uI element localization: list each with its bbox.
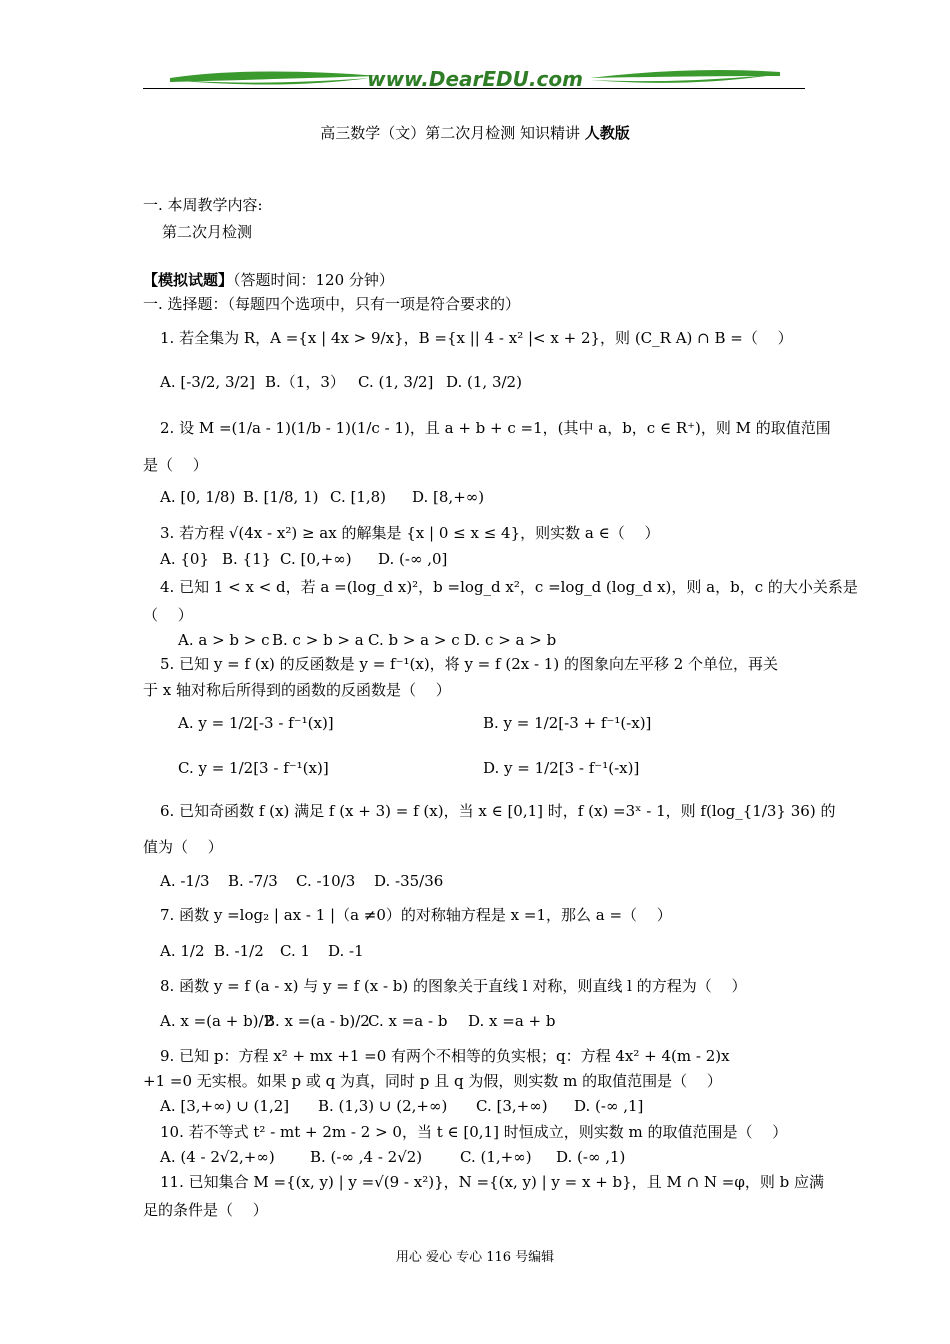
q1-option-c: C. (1, 3/2] — [358, 373, 434, 391]
document-title: 高三数学（文）第二次月检测 知识精讲 人教版 — [320, 124, 630, 142]
q8-option-a: A. x =(a + b)/2 — [160, 1012, 274, 1030]
question-9: 9. 已知 p：方程 x² + mx +1 =0 有两个不相等的负实根；q：方程 4x² + 4(m - 2)x — [160, 1047, 730, 1065]
q7-option-a: A. 1/2 — [160, 942, 205, 960]
q9-option-b: B. (1,3) ∪ (2,+∞) — [318, 1097, 448, 1115]
logo-text: www.DearEDU.com — [367, 67, 583, 91]
q8-option-b: B. x =(a - b)/2 — [264, 1012, 370, 1030]
question-6-cont: 值为（ ） — [143, 838, 223, 856]
q2-option-a: A. [0, 1/8) — [160, 488, 236, 506]
question-9-cont: +1 =0 无实根。如果 p 或 q 为真，同时 p 且 q 为假，则实数 m 的取值范围是（ ） — [143, 1072, 722, 1090]
q10-option-d: D. (-∞ ,1) — [556, 1148, 626, 1166]
q10-option-c: C. (1,+∞) — [460, 1148, 532, 1166]
q10-option-a: A. (4 - 2√2,+∞) — [160, 1148, 275, 1166]
q2-option-d: D. [8,+∞) — [412, 488, 485, 506]
q9-option-c: C. [3,+∞) — [476, 1097, 548, 1115]
question-10: 10. 若不等式 t² - mt + 2m - 2 > 0，当 t ∈ [0,1] 时恒成立，则实数 m 的取值范围是（ ） — [160, 1123, 788, 1141]
q2-option-b: B. [1/8, 1) — [243, 488, 319, 506]
q5-option-a: A. y = 1/2[-3 - f⁻¹(x)] — [178, 714, 334, 732]
q4-option-b: B. c > b > a — [272, 631, 364, 649]
mock-heading: 【模拟试题】（答题时间：120 分钟） — [143, 271, 394, 289]
q7-option-d: D. -1 — [328, 942, 364, 960]
q1-option-b: B.（1，3） — [265, 373, 345, 391]
q9-option-a: A. [3,+∞) ∪ (1,2] — [160, 1097, 290, 1115]
question-3: 3. 若方程 √(4x - x²) ≥ ax 的解集是 {x | 0 ≤ x ≤ 4}，则实数 a ∈（ ） — [160, 524, 660, 542]
q8-option-d: D. x =a + b — [468, 1012, 556, 1030]
question-4: 4. 已知 1 < x < d，若 a =(log_d x)²，b =log_d x²，c =log_d (log_d x)，则 a，b，c 的大小关系是 — [160, 578, 858, 596]
question-5: 5. 已知 y = f (x) 的反函数是 y = f⁻¹(x)，将 y = f (2x - 1) 的图象向左平移 2 个单位，再关 — [160, 655, 779, 673]
question-6: 6. 已知奇函数 f (x) 满足 f (x + 3) = f (x)，当 x ∈ [0,1] 时，f (x) =3ˣ - 1，则 f(log_{1/3} 36) 的 — [160, 802, 836, 820]
question-11: 11. 已知集合 M ={(x, y) | y =√(9 - x²)}，N ={(x, y) | y = x + b}，且 M ∩ N =φ，则 b 应满 — [160, 1173, 825, 1191]
q10-option-b: B. (-∞ ,4 - 2√2) — [310, 1148, 423, 1166]
page-footer: 用心 爱心 专心 116 号编辑 — [395, 1250, 555, 1265]
section-heading: 一. 本周教学内容: — [143, 196, 263, 214]
q1-option-d: D. (1, 3/2) — [446, 373, 522, 391]
question-11-cont: 足的条件是（ ） — [143, 1201, 268, 1219]
q3-option-b: B. {1} — [222, 550, 272, 568]
question-7: 7. 函数 y =log₂ | ax - 1 |（a ≠0）的对称轴方程是 x =1，那么 a =（ ） — [160, 906, 672, 924]
question-1: 1. 若全集为 R，A ={x | 4x > 9/x}，B ={x || 4 - x² |< x + 2}，则 (C_R A) ∩ B =（ ） — [160, 329, 793, 347]
q6-option-c: C. -10/3 — [296, 872, 356, 890]
q3-option-c: C. [0,+∞) — [280, 550, 352, 568]
q7-option-c: C. 1 — [280, 942, 311, 960]
q5-option-c: C. y = 1/2[3 - f⁻¹(x)] — [178, 759, 329, 777]
question-2: 2. 设 M =(1/a - 1)(1/b - 1)(1/c - 1)，且 a + b + c =1，(其中 a，b，c ∈ R⁺)，则 M 的取值范围 — [160, 419, 831, 437]
question-2-cont: 是（ ） — [143, 456, 208, 474]
q4-option-a: A. a > b > c — [178, 631, 270, 649]
q9-option-d: D. (-∞ ,1] — [574, 1097, 644, 1115]
deareduc-logo — [170, 64, 780, 94]
q2-option-c: C. [1,8) — [330, 488, 387, 506]
q8-option-c: C. x =a - b — [368, 1012, 448, 1030]
part-heading: 一. 选择题：（每题四个选项中，只有一项是符合要求的） — [143, 295, 521, 313]
section-content: 第二次月检测 — [162, 223, 253, 241]
q7-option-b: B. -1/2 — [214, 942, 264, 960]
q3-option-a: A. {0} — [160, 550, 209, 568]
q5-option-d: D. y = 1/2[3 - f⁻¹(-x)] — [483, 759, 640, 777]
q4-option-c: C. b > a > c — [368, 631, 460, 649]
q6-option-d: D. -35/36 — [374, 872, 444, 890]
q6-option-b: B. -7/3 — [228, 872, 278, 890]
question-8: 8. 函数 y = f (a - x) 与 y = f (x - b) 的图象关于直线 l 对称，则直线 l 的方程为（ ） — [160, 977, 747, 995]
q1-option-a: A. [-3/2, 3/2] — [160, 373, 255, 391]
header-rule — [143, 88, 805, 89]
q5-option-b: B. y = 1/2[-3 + f⁻¹(-x)] — [483, 714, 652, 732]
question-4-cont: （ ） — [143, 606, 193, 624]
q4-option-d: D. c > a > b — [464, 631, 557, 649]
question-5-cont: 于 x 轴对称后所得到的函数的反函数是（ ） — [143, 681, 451, 699]
q6-option-a: A. -1/3 — [160, 872, 210, 890]
q3-option-d: D. (-∞ ,0] — [378, 550, 448, 568]
